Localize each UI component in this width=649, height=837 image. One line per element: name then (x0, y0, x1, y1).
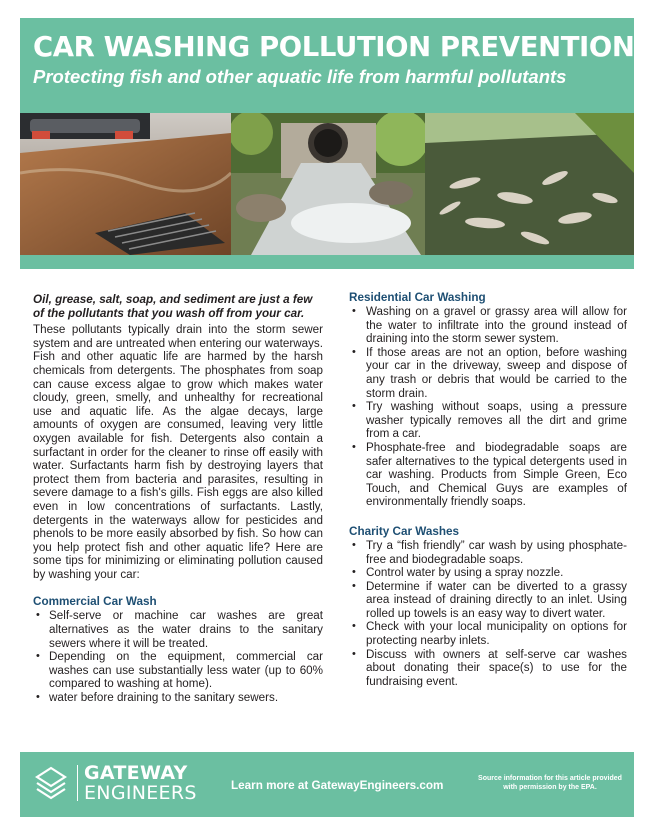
storm-outfall-photo (231, 113, 425, 255)
brand-line-2: ENGINEERS (84, 782, 197, 804)
charity-list (349, 539, 627, 689)
footer-banner (20, 752, 634, 817)
right-column (349, 291, 627, 688)
dead-fish-photo (425, 113, 634, 255)
list-item: • Discuss with owners at self-serve car washes about donating their space(s) to use for the fundraising event. (349, 648, 627, 689)
list-item: • water before draining to the sanitary sewers. (33, 691, 323, 705)
commercial-list (33, 609, 323, 704)
list-item: • Washing on a gravel or grassy area will allow for the water to infiltrate into the ground instead of draining into the storm sewer system. (349, 305, 627, 346)
brand-line-1: GATEWAY (84, 762, 188, 784)
page-subtitle: Protecting fish and other aquatic life from harmful pollutants (33, 66, 567, 87)
list-item: • Phosphate-free and biodegradable soaps are safer alternatives to the typical detergents used in car washing. Products from Simple Green, Eco Touch, and Chemical Guys are examples of environmentally friendly soaps. (349, 441, 627, 509)
header-banner (20, 18, 634, 113)
residential-list (349, 305, 627, 509)
intro-text: Oil, grease, salt, soap, and sediment are just a few of the pollutants that you wash off from your car. (33, 293, 313, 320)
page-title: CAR WASHING POLLUTION PREVENTION (33, 31, 635, 63)
gateway-logo-icon (35, 766, 67, 800)
photo-strip (20, 113, 634, 255)
car-wash-drain-photo (20, 113, 231, 255)
body-paragraph: These pollutants typically drain into the storm sewer system and are untreated when entering our waterways. Fish and other aquatic life are harmed by the harsh chemicals from detergents. The phosphates from soap can cause excess algae to grow which makes water cloudy, green, smelly, and unhealthy for recreational use and aquatic life. As the algae decays, large amounts of oxygen are consumed, leaving very little oxygen available for fish. Detergents also contain a surfactant in order for the cleaner to rinse off easily with water. Surfactants harm fish by destroying layers that protect them from bacteria and parasites, resulting in severe damage to a fish's gills. Fish eggs are also killed even in low concentrations of surfactants. Lastly, detergents in the waterways allow for pesticides and phenols to be more easily absorbed by fish. So how can you help protect fish and other aquatic life? Here are some tips for minimizing or eliminating pollution caused by washing your car: (33, 323, 323, 581)
learn-more-link[interactable]: Learn more at GatewayEngineers.com (231, 779, 444, 792)
list-item: • Self-serve or machine car washes are great alternatives as the water drains to the sanitary sewers where it will be treated. (33, 609, 323, 650)
left-column (33, 293, 323, 705)
logo-divider (77, 765, 78, 801)
charity-heading: Charity Car Washes (349, 524, 459, 538)
list-item: • If those areas are not an option, before washing your car in the driveway, sweep and dispose of any trash or debris that would be carried to the storm drain. (349, 346, 627, 400)
list-item: • Check with your local municipality on options for protecting nearby inlets. (349, 620, 627, 647)
source-note: Source information for this article provided with permission by the EPA. (478, 775, 622, 791)
commercial-heading: Commercial Car Wash (33, 595, 157, 609)
list-item: • Depending on the equipment, commercial car washes can use substantially less water (up to 60% compared to washing at home). (33, 650, 323, 691)
header-bottom-bar (20, 255, 634, 269)
list-item: • Try washing without soaps, using a pressure washer typically removes all the dirt and grime from a car. (349, 400, 627, 441)
list-item: • Determine if water can be diverted to a grassy area instead of draining directly to an inlet. Using rolled up towels is an easy way to divert water. (349, 580, 627, 621)
list-item: • Try a “fish friendly” car wash by using phosphate-free and biodegradable soaps. (349, 539, 627, 566)
list-item: • Control water by using a spray nozzle. (349, 566, 627, 580)
brand-name (84, 763, 197, 803)
residential-heading: Residential Car Washing (349, 291, 486, 304)
